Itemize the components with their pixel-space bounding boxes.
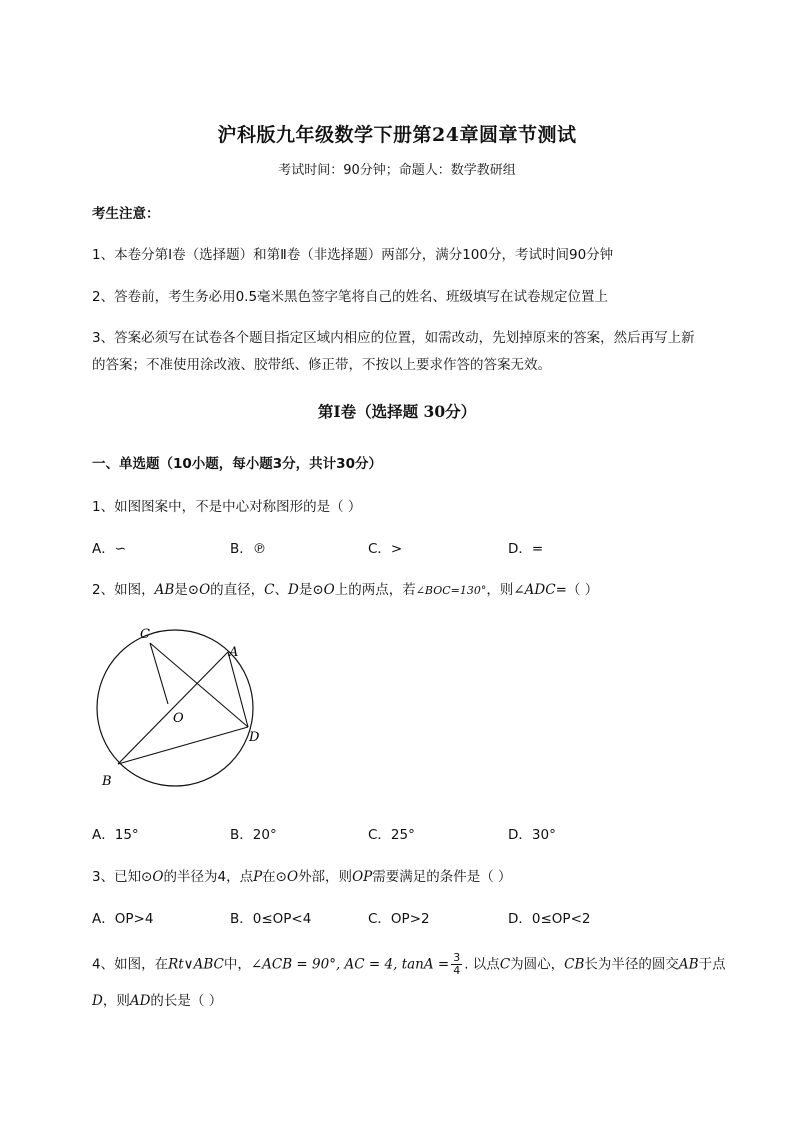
question-4-stem-cont: D，则AD的长是（ ）	[92, 993, 223, 1009]
question-3-stem: 3、已知⊙O的半径为4，点P在⊙O外部，则OP需要满足的条件是（ ）	[92, 869, 512, 885]
label-c: C	[140, 627, 150, 642]
section-title: 第I卷（选择题 30分）	[317, 402, 477, 421]
q2-option-b[interactable]: B．20°	[230, 827, 277, 843]
question-4-stem: 4、如图，在Rt∨ABC中，∠ACB = 90°, AC = 4, tanA = $\frac{3}{4}$ . 以点C为圆心，CB长为半径的圆交AB于点	[92, 951, 726, 977]
label-b: B	[102, 774, 112, 789]
question-2-stem: 2、如图，AB是⊙O的直径，C、D是⊙O上的两点，若∠BOC=130°，则∠ADC=（ ）	[92, 582, 599, 598]
q1-option-b[interactable]: B．℗	[230, 541, 267, 557]
q2-option-c[interactable]: C．25°	[368, 827, 415, 843]
q3-option-b[interactable]: B．0≤OP<4	[230, 911, 312, 927]
label-o: O	[173, 711, 184, 726]
q3-option-d[interactable]: D．0≤OP<2	[508, 911, 591, 927]
q1-option-d[interactable]: D．=	[508, 541, 544, 557]
notice-item-2: 2、答卷前，考生务必用0.5毫米黑色签字笔将自己的姓名、班级填写在试卷规定位置上	[92, 289, 609, 305]
q1-option-a[interactable]: A．∽	[92, 541, 127, 557]
fraction: $\frac{3}{4}$	[453, 951, 461, 977]
label-d: D	[249, 730, 260, 745]
exam-info: 考试时间：90分钟；命题人：数学教研组	[278, 163, 516, 178]
question-1-stem: 1、如图图案中，不是中心对称图形的是（ ）	[92, 499, 362, 515]
page-title: 沪科版九年级数学下册第24章圆章节测试	[217, 124, 577, 146]
notice-item-3: 3、答案必须写在试卷各个题目指定区域内相应的位置，如需改动，先划掉原来的答案，然后再写上新	[92, 330, 695, 346]
q2-option-a[interactable]: A．15°	[92, 827, 139, 843]
circle-figure	[80, 618, 270, 798]
q2-option-d[interactable]: D．30°	[508, 827, 556, 843]
notice-item-3-cont: 的答案；不准使用涂改液、胶带纸、修正带，不按以上要求作答的答案无效。	[92, 357, 551, 373]
part-heading: 一、单选题（10小题，每小题3分，共计30分）	[92, 456, 382, 472]
q3-option-c[interactable]: C．OP>2	[368, 911, 430, 927]
label-a: A	[229, 645, 239, 660]
notice-item-1: 1、本卷分第I卷（选择题）和第Ⅱ卷（非选择题）两部分，满分100分，考试时间90分钟	[92, 247, 614, 263]
q1-option-c[interactable]: C．>	[368, 541, 403, 557]
notice-heading: 考生注意：	[92, 206, 160, 222]
q3-option-a[interactable]: A．OP>4	[92, 911, 154, 927]
